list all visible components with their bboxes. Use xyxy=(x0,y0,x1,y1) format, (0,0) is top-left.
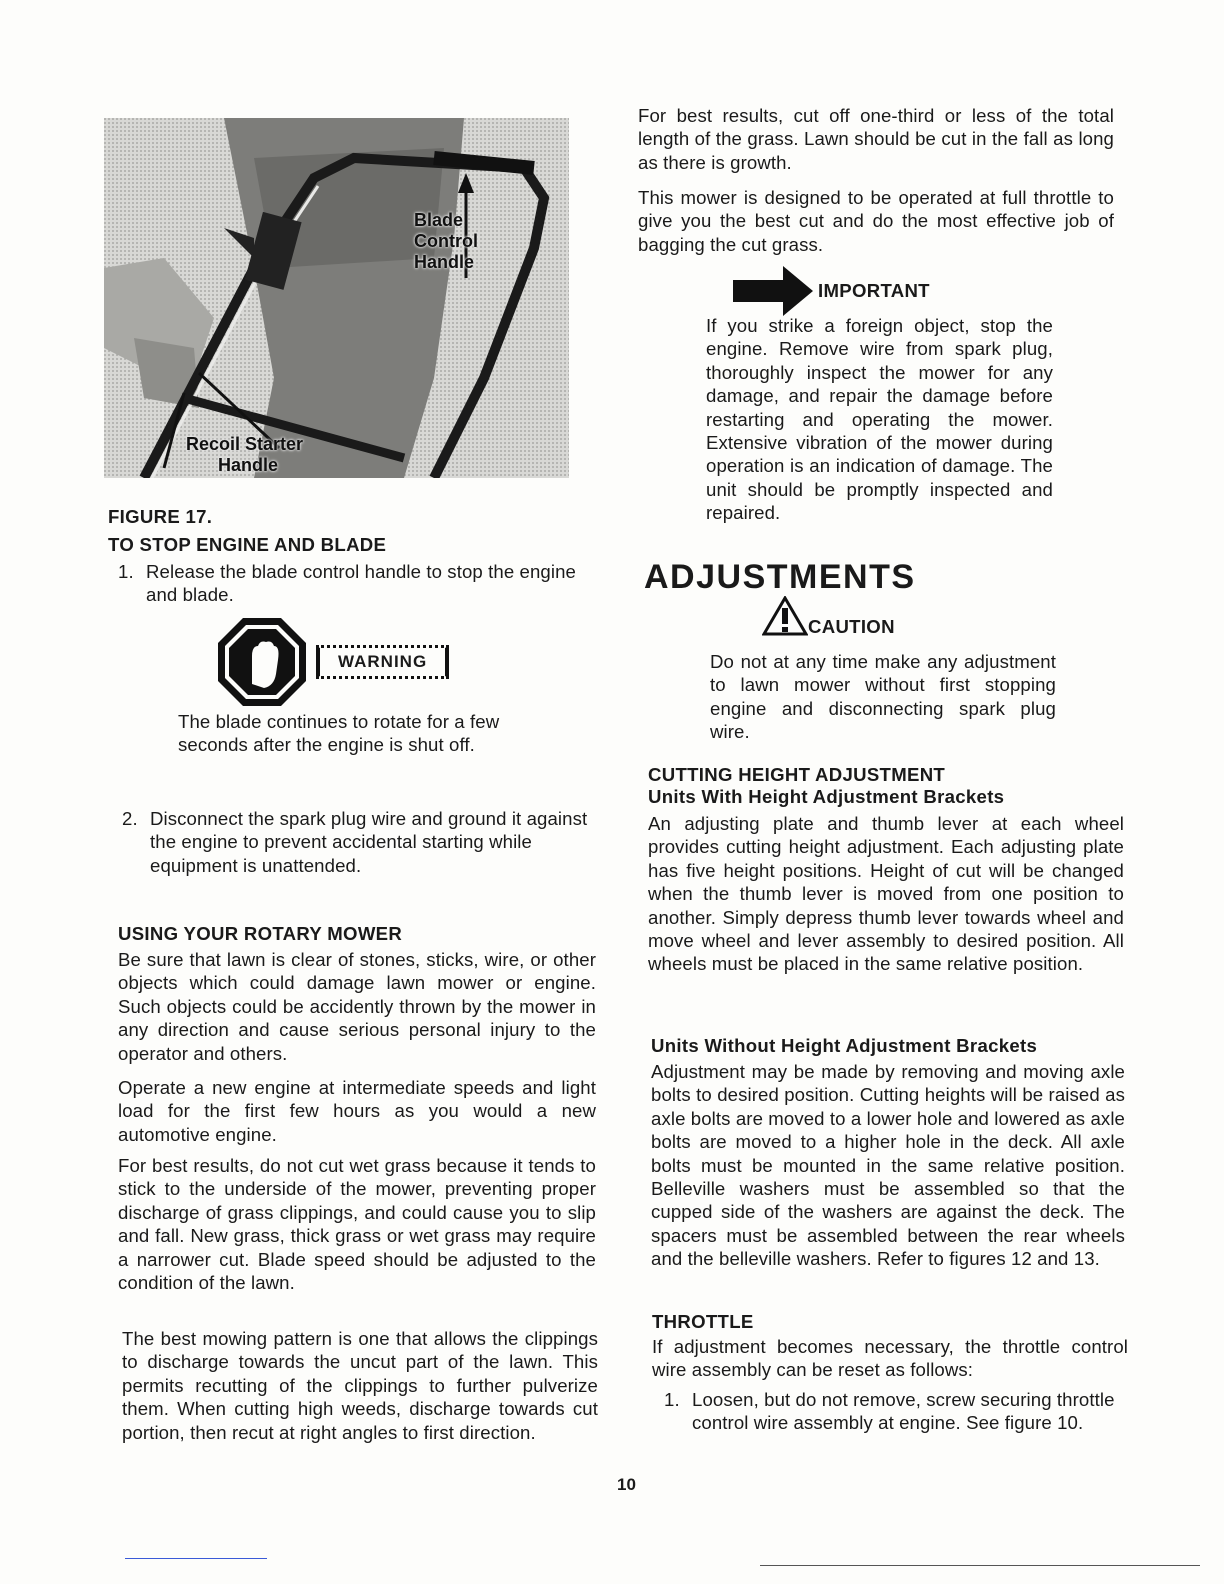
throttle-step-1 xyxy=(664,1388,1130,1435)
step-number: 1. xyxy=(118,561,134,582)
step-text: Release the blade control handle to stop the engine and blade. xyxy=(146,561,576,606)
stop-step-1 xyxy=(118,560,590,607)
warning-text: The blade continues to rotate for a few seconds after the engine is shut off. xyxy=(178,711,500,756)
using-paragraph-1: Be sure that lawn is clear of stones, sticks, wire, or other objects which could damage lawn mower or engine. Such objects could be accidently thrown by the mower in any direction and cause serious personal injury to the operator and others. xyxy=(118,949,596,1064)
using-heading: USING YOUR ROTARY MOWER xyxy=(118,923,403,944)
without-brackets-text: Adjustment may be made by removing and moving axle bolts to desired position. Cutting heights will be raised as axle bolts are moved to a lower hole and lowered as axle bolts are moved to a higher hole in the deck. All axle bolts must be mounted in the same relative position. Belleville washers must be assembled so that the cupped side of the washers are against the deck. The spacers must be assembled between the rear wheels and the belleville washers. Refer to figures 12 and 13. xyxy=(651,1061,1125,1270)
right-paragraph-2: This mower is designed to be operated at full throttle to give you the best cut and do the most effective job of bagging the cut grass. xyxy=(638,187,1114,255)
without-brackets-heading: Units Without Height Adjustment Brackets xyxy=(651,1035,1038,1056)
figure-17-photo xyxy=(104,118,569,478)
right-paragraph-1: For best results, cut off one-third or less of the total length of the grass. Lawn should be cut in the fall as long as there is growth. xyxy=(638,105,1114,173)
callout-recoil-line1: Recoil Starter xyxy=(186,434,304,454)
important-label: IMPORTANT xyxy=(818,280,930,301)
adjustments-title: ADJUSTMENTS xyxy=(644,558,916,596)
important-arrow-icon xyxy=(733,266,813,316)
using-paragraph-4: The best mowing pattern is one that allows the clippings to discharge towards the uncut part of the lawn. This permits recutting of the clippings to further pulverize them. When cutting high weeds, discharge towards cut portion, then recut at right angles to first direction. xyxy=(122,1328,598,1443)
caution-label: CAUTION xyxy=(808,616,895,637)
throttle-heading: THROTTLE xyxy=(652,1311,754,1332)
important-text: If you strike a foreign object, stop the engine. Remove wire from spark plug, thoroughly inspect the mower for any damage, and repair the damage before restarting and operating the mower. Extensive vibration of the mower during operation is an indication of damage. The unit should be promptly inspected and repaired. xyxy=(706,315,1053,524)
figure-caption: FIGURE 17. xyxy=(108,506,213,527)
callout-blade-line1: Blade xyxy=(414,210,464,230)
page-number: 10 xyxy=(617,1475,636,1494)
with-brackets-text: An adjusting plate and thumb lever at each wheel provides cutting height adjustment. Each adjusting plate has five height positions. Height of cut will be changed when the thumb lever is moved from one position to another. Simply depress thumb lever towards wheel and move wheel and lever assembly to desired position. All wheels must be placed in the same relative position. xyxy=(648,813,1124,975)
caution-triangle-icon xyxy=(762,596,808,636)
using-paragraph-2: Operate a new engine at intermediate speeds and light load for the first few hours as you would a new automotive engine. xyxy=(118,1077,596,1145)
callout-blade-line2: Control xyxy=(414,231,478,251)
mower-handle-illustration xyxy=(104,118,569,478)
stop-hand-icon xyxy=(216,616,308,708)
footer-rule-left xyxy=(125,1558,267,1559)
step-number: 2. xyxy=(122,808,138,829)
caution-text: Do not at any time make any adjustment to lawn mower without first stopping engine and disconnecting spark plug wire. xyxy=(710,651,1056,743)
cutting-height-heading: CUTTING HEIGHT ADJUSTMENT xyxy=(648,764,946,785)
stop-heading: TO STOP ENGINE AND BLADE xyxy=(108,534,387,555)
step-text: Loosen, but do not remove, screw securing throttle control wire assembly at engine. See figure 10. xyxy=(692,1389,1115,1434)
with-brackets-heading: Units With Height Adjustment Brackets xyxy=(648,786,1005,807)
using-paragraph-3: For best results, do not cut wet grass because it tends to stick to the underside of the mower, preventing proper discharge of grass clippings, and could cause you to slip and fall. New grass, thick grass or wet grass may require a narrower cut. Blade speed should be adjusted to the condition of the lawn. xyxy=(118,1155,596,1294)
warning-label: WARNING xyxy=(316,645,449,679)
callout-blade-line3: Handle xyxy=(414,252,475,272)
footer-rule-right xyxy=(760,1565,1200,1566)
step-text: Disconnect the spark plug wire and ground it against the engine to prevent accidental starting while equipment is unattended. xyxy=(150,808,588,876)
callout-recoil-line2: Handle xyxy=(218,455,279,475)
stop-step-2 xyxy=(122,807,592,877)
throttle-text: If adjustment becomes necessary, the throttle control wire assembly can be reset as follows: xyxy=(652,1336,1128,1381)
step-number: 1. xyxy=(664,1389,680,1410)
